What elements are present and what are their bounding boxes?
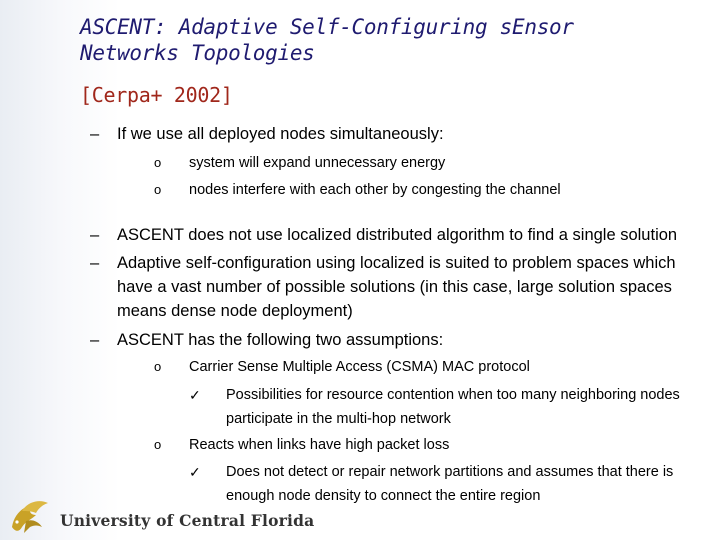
slide-title-line2: Networks Topologies bbox=[80, 41, 315, 65]
sub-bullet-text: nodes interfere with each other by congesting the channel bbox=[189, 182, 561, 198]
university-wordmark: University of Central Florida bbox=[60, 511, 315, 530]
sub-bullet-text: system will expand unnecessary energy bbox=[189, 155, 446, 171]
bullet-text: ASCENT has the following two assumptions: bbox=[117, 331, 444, 349]
bullet-text: If we use all deployed nodes simultaneously: bbox=[117, 125, 444, 143]
dash-icon: – bbox=[90, 331, 100, 349]
citation: [Cerpa+ 2002] bbox=[80, 83, 233, 107]
sub-bullet-text: Carrier Sense Multiple Access (CSMA) MAC protocol bbox=[189, 359, 530, 375]
slide-title bbox=[80, 14, 574, 66]
circle-bullet-icon: o bbox=[154, 155, 162, 170]
sub-bullet-text: Reacts when links have high packet loss bbox=[189, 437, 450, 453]
circle-bullet-icon: o bbox=[154, 182, 162, 197]
slide-title-line1: ASCENT: Adaptive Self-Configuring sEnsor bbox=[80, 15, 574, 39]
bullet-text: Adaptive self-configuration using localized is suited to problem spaces which have a vast number of possible solutions (in this case, large solution spaces means dense node deployment) bbox=[117, 254, 676, 320]
checkmark-icon: ✓ bbox=[189, 464, 201, 480]
bullet-text: ASCENT does not use localized distributed algorithm to find a single solution bbox=[117, 226, 678, 244]
detail-text: Does not detect or repair network partitions and assumes that there is enough node density to connect the entire region bbox=[226, 464, 674, 504]
dash-icon: – bbox=[90, 125, 100, 143]
pegasus-logo-icon bbox=[8, 497, 50, 537]
circle-bullet-icon: o bbox=[154, 437, 162, 452]
checkmark-icon: ✓ bbox=[189, 387, 201, 403]
circle-bullet-icon: o bbox=[154, 359, 162, 374]
dash-icon: – bbox=[90, 226, 100, 244]
detail-text: Possibilities for resource contention when too many neighboring nodes participate in the multi-hop network bbox=[226, 387, 680, 427]
dash-icon: – bbox=[90, 254, 100, 272]
